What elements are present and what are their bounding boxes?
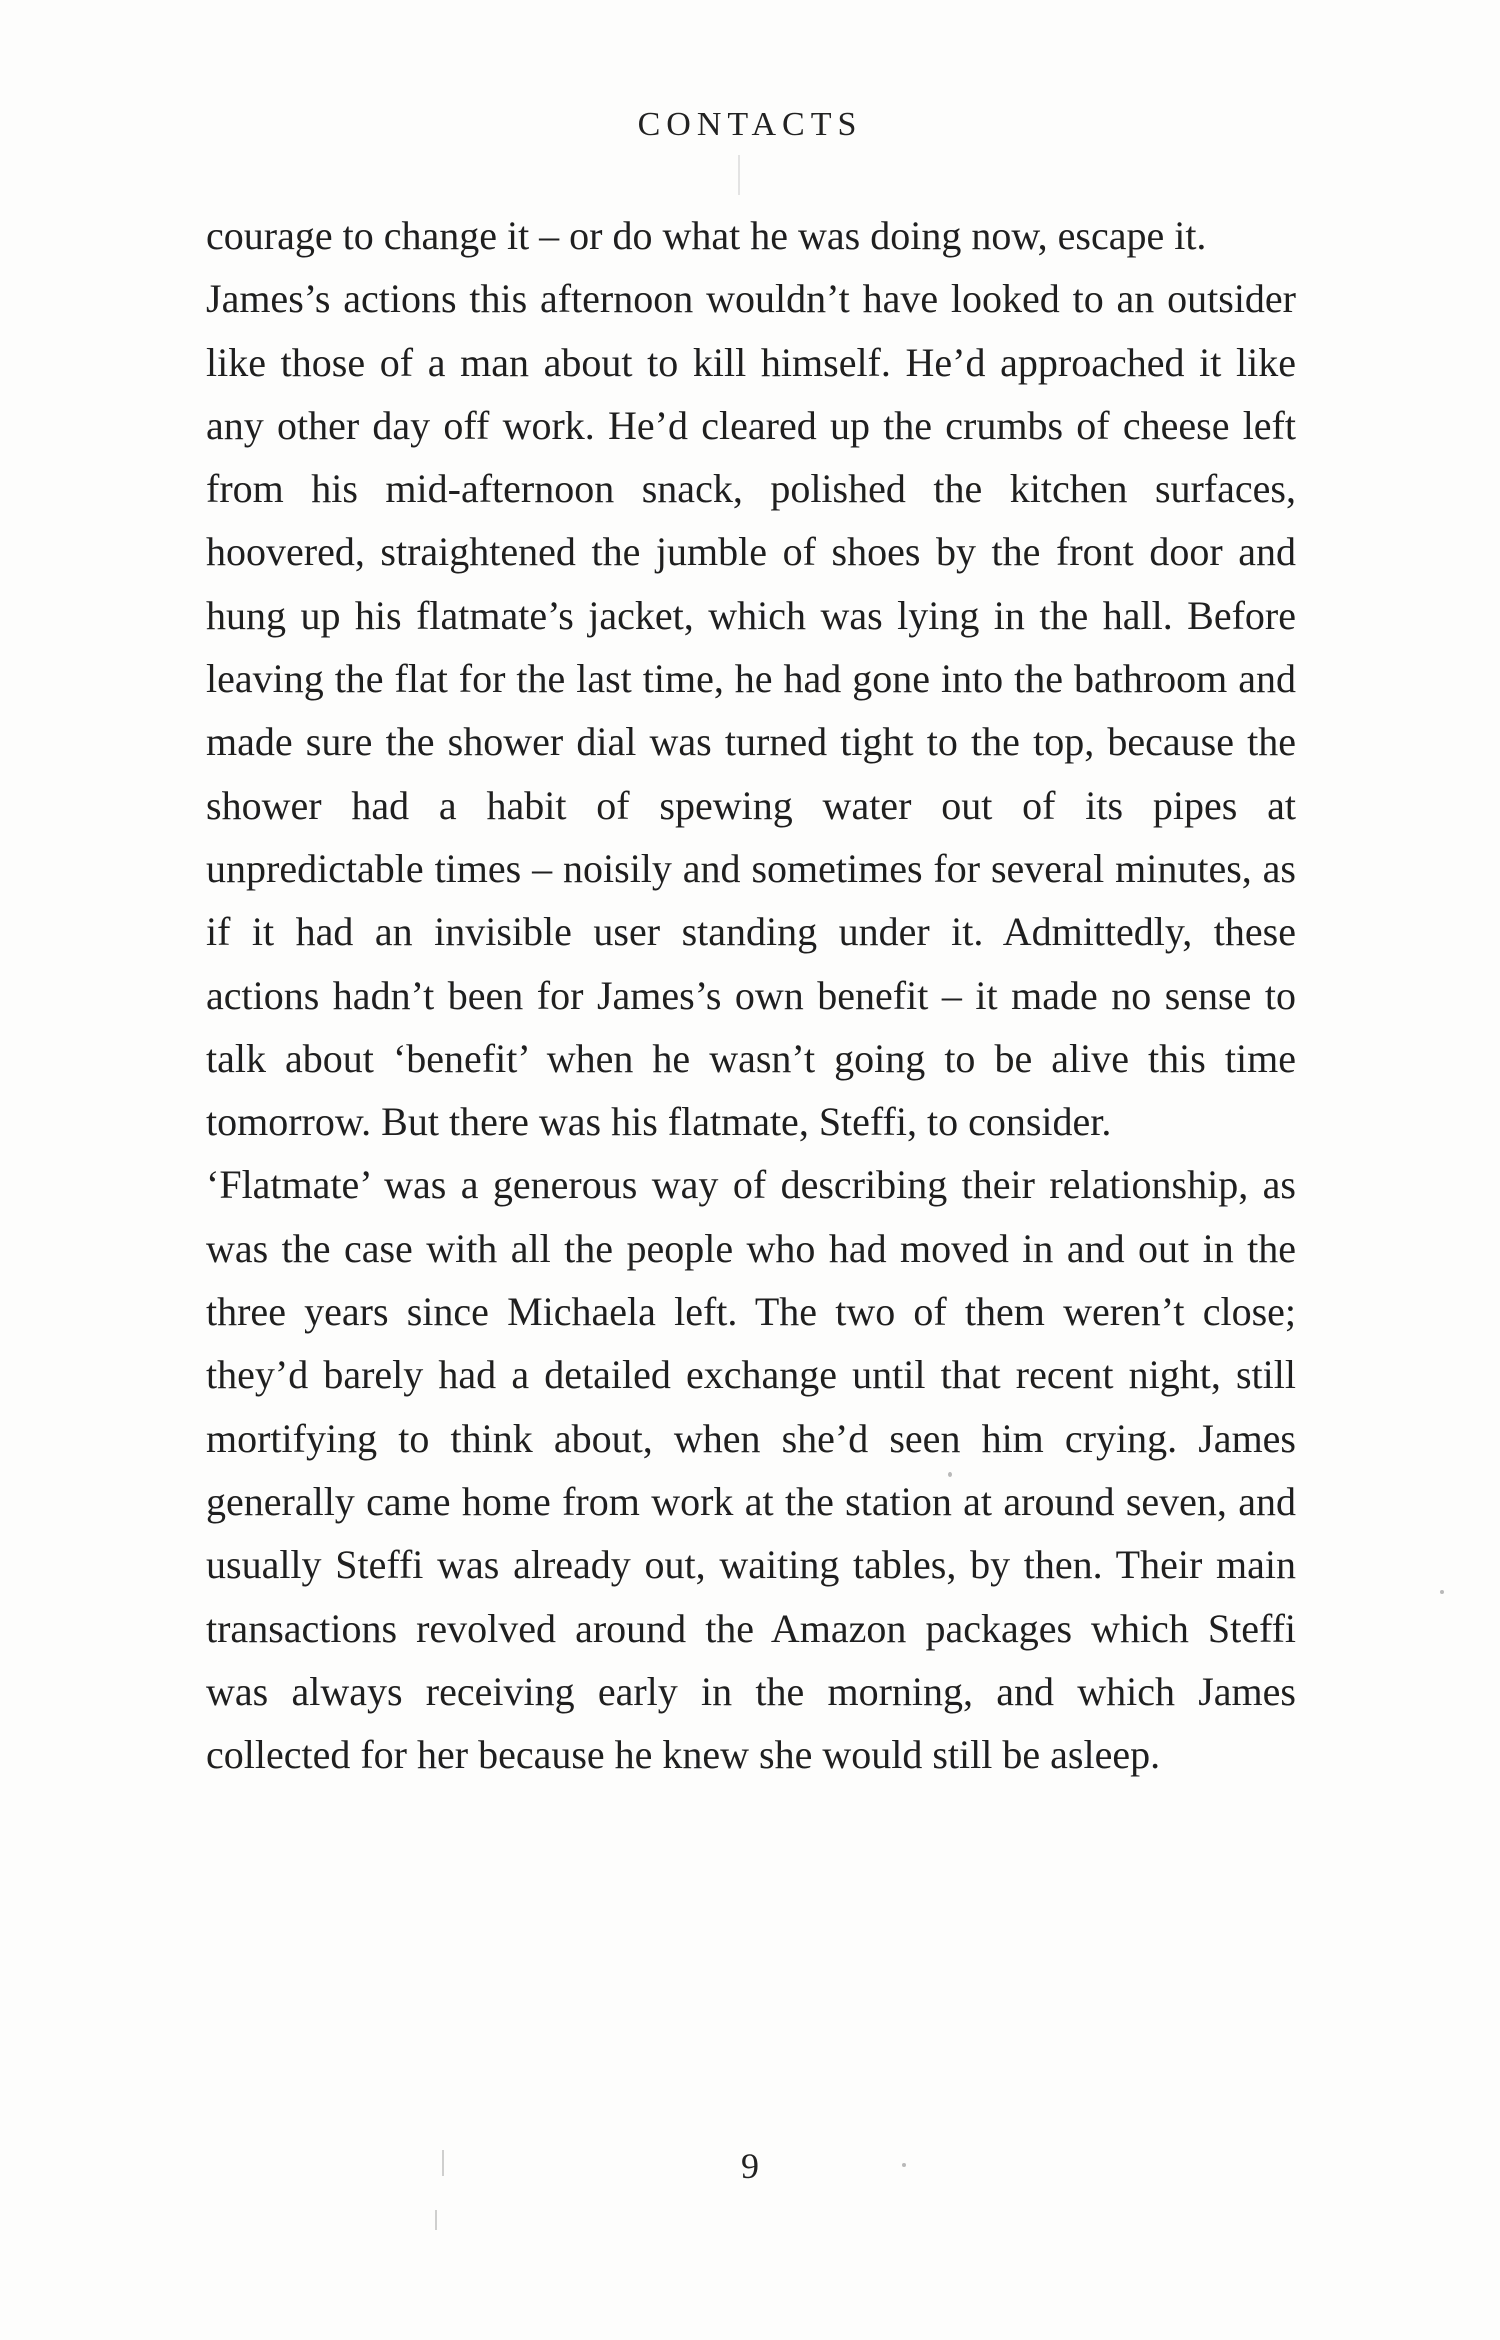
page-number: 9 (741, 2146, 759, 2186)
paragraph-3: ‘Flatmate’ was a generous way of describing their relationship, as was the case with all the people who had moved in and out in the three years since Michaela left. The two of them weren’t close; they’d barely had a detailed exchange until that recent night, still mortifying to think about, when she’d seen him crying. James generally came home from work at the station at around seven, and usually Steffi was already out, waiting tables, by then. Their main transactions revolved around the Amazon packages which Steffi was always receiving early in the morning, and which James collected for her because he knew she would still be asleep. (206, 1162, 1296, 1778)
scan-speck (1440, 1590, 1444, 1594)
scan-speck (902, 2163, 906, 2167)
paragraph-1: courage to change it – or do what he was doing now, escape it. (206, 213, 1207, 258)
body-text (206, 204, 1296, 1786)
running-head-title: CONTACTS (637, 106, 863, 143)
scan-mark (442, 2150, 444, 2176)
scan-mark (435, 2210, 437, 2230)
scan-speck (948, 1472, 952, 1477)
paragraph-2: James’s actions this afternoon wouldn’t have looked to an outsider like those of a man about to kill himself. He’d approached it like any other day off work. He’d cleared up the crumbs of cheese left from his mid-afternoon snack, polished the kitchen surfaces, hoovered, straightened the jumble of shoes by the front door and hung up his flatmate’s jacket, which was lying in the hall. Before leaving the flat for the last time, he had gone into the bathroom and made sure the shower dial was turned tight to the top, because the shower had a habit of spewing water out of its pipes at unpredictable times – noisily and sometimes for several minutes, as if it had an invisible user standing under it. Admittedly, these actions hadn’t been for James’s own benefit – it made no sense to talk about ‘benefit’ when he wasn’t going to be alive this time tomorrow. But there was his flatmate, Steffi, to consider. (206, 276, 1296, 1145)
scan-mark (738, 155, 740, 195)
